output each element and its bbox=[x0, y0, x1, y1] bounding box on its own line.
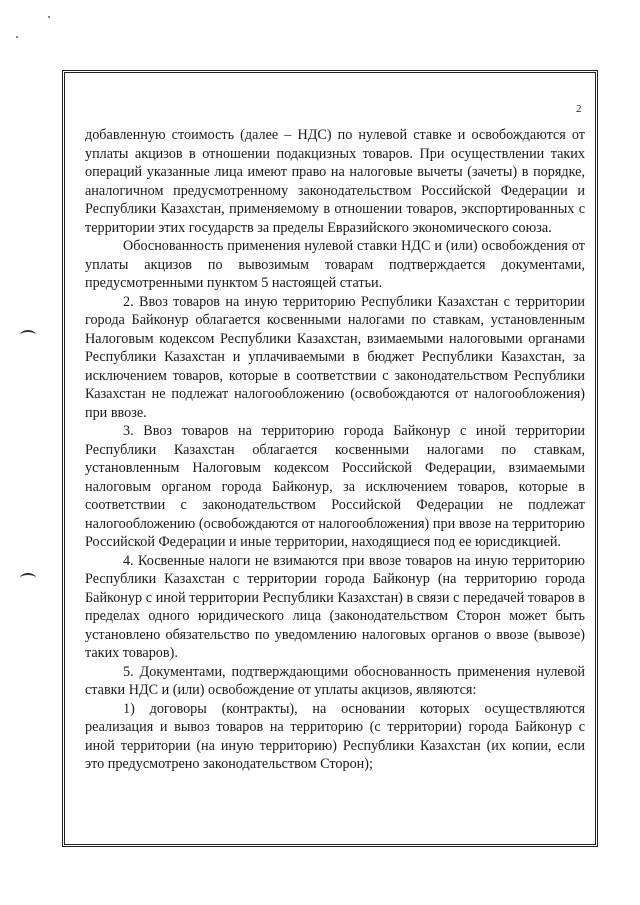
scan-speck bbox=[16, 36, 18, 38]
paragraph-continuation: добавленную стоимость (далее – НДС) по нулевой ставке и освобождаются от уплаты акцизов в отношении подакцизных товаров. При осуществлении таких операций указанные лица имеют право на налоговые вычеты (зачеты) в порядке, аналогичном предусмотренному законодательством Российской Федерации и Республики Казахстан, применяемому в отношении товаров, экспортированных с территории этих государств за пределы Евразийского экономического союза. bbox=[85, 127, 585, 236]
document-body bbox=[85, 126, 585, 774]
paragraph-item-2: 2. Ввоз товаров на иную территорию Республики Казахстан с территории города Байконур облагается косвенными налогами по ставкам, установленным Налоговым кодексом Республики Казахстан, взимаемыми налоговыми органами Республики Казахстан и уплачиваемыми в бюджет Республики Казахстан, за исключением товаров, которые в соответствии с законодательством Республики Казахстан не подлежат налогообложению (освобождаются от налогообложения) при ввозе. bbox=[85, 293, 585, 421]
paragraph-justification: Обоснованность применения нулевой ставки НДС и (или) освобождения от уплаты акцизов по вывозимым товарам подтверждается документами, предусмотренными пунктом 5 настоящей статьи. bbox=[85, 238, 585, 291]
binding-hole-mark bbox=[20, 330, 36, 340]
paragraph-item-4: 4. Косвенные налоги не взимаются при ввозе товаров на иную территорию Республики Казахстан с территории города Байконур (на территорию города Байконур с иной территории Республики Казахстан) в связи с передачей товаров в пределах одного юридического лица (законодательством Сторон может быть установлено обязательство по уведомлению налоговых органов о ввозе (вывозе) таких товаров). bbox=[85, 552, 585, 661]
page-number: 2 bbox=[576, 103, 582, 115]
paragraph-item-5: 5. Документами, подтверждающими обоснованность применения нулевой ставки НДС и (или) освобождение от уплаты акцизов, являются: bbox=[85, 663, 585, 698]
binding-hole-mark bbox=[20, 573, 36, 583]
paragraph-subitem-1: 1) договоры (контракты), на основании которых осуществляются реализация и вывоз товаров на территорию (с территории) города Байконур с иной территории (на иную территорию) Республики Казахстан (их копии, если это предусмотрено законодательством Сторон); bbox=[85, 700, 585, 772]
paragraph-item-3: 3. Ввоз товаров на территорию города Байконур с иной территории Республики Казахстан облагается косвенными налогами по ставкам, установленным Налоговым кодексом Российской Федерации, взимаемыми налоговым органом города Байконур, за исключением товаров, которые в соответствии с законодательством Российской Федерации не подлежат налогообложению (освобождаются от налогообложения) при ввозе на территорию Российской Федерации и иные территории, находящиеся под ее юрисдикцией. bbox=[85, 423, 585, 550]
scan-speck bbox=[48, 16, 50, 18]
